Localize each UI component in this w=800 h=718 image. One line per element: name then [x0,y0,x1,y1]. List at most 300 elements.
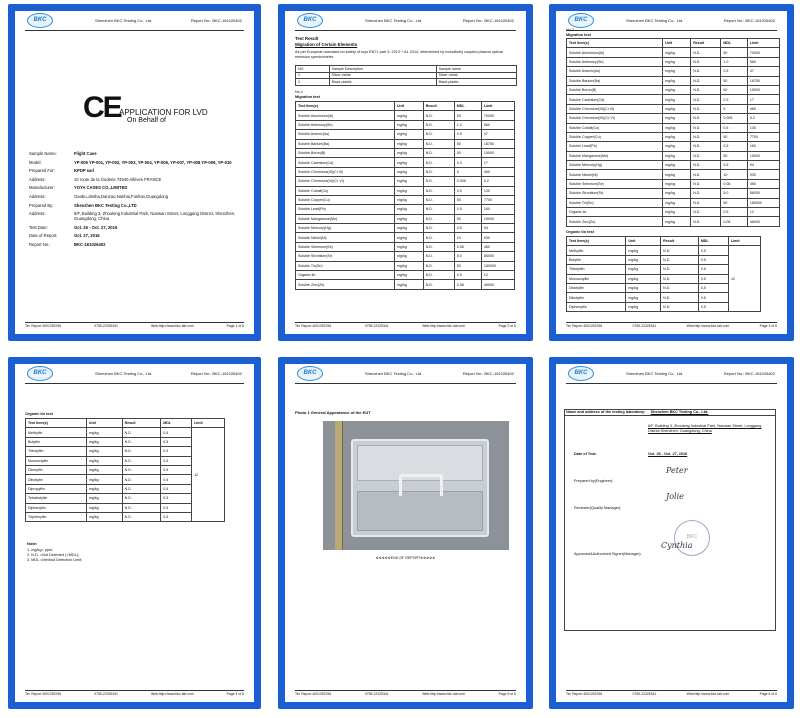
table-cell: 15000 [747,151,779,160]
table-cell: mg/kg [394,186,423,195]
table-cell: N.D. [691,217,721,226]
flight-case-image [351,439,489,537]
table-row [296,177,515,186]
table-cell: Unit [394,102,423,111]
table-cell: mg/kg [663,104,691,113]
table-cell: N.D. [661,265,699,274]
table-cell: 180000 [747,198,779,207]
migration-table [295,101,515,290]
date-label: Date of Test: [574,452,597,456]
footer-tel: Tel: Report 4001253766 [566,324,603,328]
table-cell: Organic tin [296,271,395,280]
table-cell: 50 [454,139,481,148]
report-page-5[interactable] [278,357,533,709]
table-cell: N.D. [423,261,454,270]
table-cell: Unit [626,237,661,246]
info-value: 6/F, Building 3, Zhouleng Industrial Park, Nanwan Street, Longgang District, Shenzhen, Guangdong, China [74,211,236,222]
table-cell: 10 [721,170,747,179]
table-cell: N.D. [423,148,454,157]
table-cell: Test Item(s) [567,39,663,48]
footer-web: Web:http://www.bkc-lab.com [686,324,730,328]
table-cell: 12 [728,246,760,312]
report-page-2[interactable] [278,4,533,341]
table-cell: N.D. [661,274,699,283]
footer-fax: 0755-22325341 [94,692,118,696]
table-cell: 930 [481,233,514,242]
table-cell: 17 [481,158,514,167]
table-cell: mg/kg [394,233,423,242]
table-row [296,139,515,148]
company-seal: BKC [674,520,710,556]
ce-mark-logo: CE [83,91,121,124]
table-cell: N.D. [691,104,721,113]
report-page-6[interactable] [549,357,794,709]
table-cell: 0.2 [481,177,514,186]
table-cell: 0.5 [721,123,747,132]
reviewer-signature: Jolie [666,492,684,501]
table-row [567,198,780,207]
table-cell: mg/kg [394,252,423,261]
table-cell: Diphenyltin [26,503,87,512]
info-row [29,225,254,230]
table-cell: 46000 [747,217,779,226]
header-company: Shenzhen BKC Testing Co., Ltd. [95,18,153,23]
table-cell: mg/kg [663,85,691,94]
table-cell: 560 [481,120,514,129]
table-cell: 50 [454,111,481,120]
table-cell: Soluble Copper(Cu) [567,132,663,141]
footer-web: Web:http://www.bkc-lab.com [150,324,194,328]
table-cell: Triphenyltin [26,512,87,521]
table-row [296,120,515,129]
table-cell: 46000 [481,280,514,289]
table-cell: Black plastic [329,79,436,86]
table-cell: Result [661,237,699,246]
table-cell: mg/kg [663,67,691,76]
page-header [15,11,254,33]
table-cell: Dibutyltin [567,293,626,302]
report-page-4[interactable] [8,357,261,709]
table-cell: mg/kg [394,214,423,223]
table-cell: NO. [296,66,330,73]
table-cell: N.D. [423,252,454,261]
table-cell: Silver metal [436,72,516,79]
table-cell: Test Item(s) [296,102,395,111]
table-cell: N.D. [122,494,161,503]
report-page-3[interactable] [549,4,794,341]
info-row [29,233,254,238]
table-cell: mg/kg [394,167,423,176]
table-cell: 0.08 [721,217,747,226]
table-cell: 7700 [481,195,514,204]
table-header-row [567,39,780,48]
info-value: YP-005 YP-001, YP-002, YP-003, YP-004, YP-006, YP-007, YP-008 YP-009, YP-010 [74,159,232,165]
lab-name: Shenzhen BKC Testing Co., Ltd. [650,410,709,414]
table-row [296,130,515,139]
header-report-no: Report No.: BKC-161026402 [462,371,514,376]
table-cell: Soluble Chromium(III)(Cr III) [567,104,663,113]
table-cell: 0.08 [721,179,747,188]
table-cell: mg/kg [394,271,423,280]
table-cell: Dioctyltin [26,465,87,474]
info-label: Prepared By: [29,202,54,208]
table-row [567,114,780,123]
table-cell: 0.2 [747,114,779,123]
header-company: Shenzhen BKC Testing Co., Ltd. [365,371,423,376]
table-cell: N.D. [122,465,161,474]
table-cell: Sample name [436,66,516,73]
organic-tin-table [566,236,761,312]
page-header [285,364,526,386]
table-cell: 18750 [747,76,779,85]
footer-web: Web:http://www.bkc-lab.com [422,324,465,328]
table-cell: Limit [481,102,514,111]
table-cell: N.D. [122,512,161,521]
sample-no-label: No.2 [566,28,575,32]
table-cell: Black plastic [436,79,516,86]
table-cell: 0.5 [698,293,728,302]
table-cell: 0.5 [698,255,728,264]
table-cell: N.D. [691,198,721,207]
footer-web: Web:http://www.bkc-lab.com [686,692,730,696]
section-title: Test Result [295,36,319,41]
footer-fax: 0755-22325341 [94,324,118,328]
table-cell: MDL [698,237,728,246]
table-cell: 50 [454,214,481,223]
table-cell: mg/kg [663,123,691,132]
table-cell: Soluble Arsenic(As) [296,130,395,139]
table-row [567,179,780,188]
table-cell: mg/kg [394,205,423,214]
table-cell: 460 [481,167,514,176]
table-cell: 1 [296,72,330,79]
photo-caption: Photo 1 General Appearance of the EUT [295,410,371,415]
table-cell: 47 [481,130,514,139]
table-cell: 0.5 [698,302,728,311]
table-cell: mg/kg [663,217,691,226]
table-cell: 160 [481,205,514,214]
table-row [296,205,515,214]
header-divider [295,30,516,31]
table-cell: Soluble Arsenic(As) [567,67,663,76]
table-row [567,132,780,141]
date-value: Oct. 25 - Oct. 27, 2016 [648,452,688,456]
signature-box [564,409,776,631]
table-row [567,189,780,198]
info-value: KPDP sarl [74,168,95,174]
table-cell: N.D. [423,177,454,186]
table-cell: mg/kg [626,283,661,292]
table-cell: 56000 [481,252,514,261]
table-cell: Soluble Strontium(Sr) [296,252,395,261]
table-cell: Soluble Lead(Pb) [296,205,395,214]
table-row [296,186,515,195]
table-cell: mg/kg [86,494,122,503]
table-cell: 0.3 [721,95,747,104]
table-cell: mg/kg [86,512,122,521]
header-divider [566,30,777,31]
table-cell: 0.5 [698,246,728,255]
table-cell: 0.005 [721,114,747,123]
ruler-image [335,421,343,550]
table-cell: 1.0 [454,120,481,129]
table-cell: Soluble Nickel(Ni) [567,170,663,179]
table-cell: 7700 [747,132,779,141]
table-cell: N.D. [661,293,699,302]
table-cell: Soluble Manganese(Mn) [296,214,395,223]
info-value: BKC-161026402 [74,241,106,247]
table-cell: 0.5 [161,512,192,521]
table-cell: 50 [454,261,481,270]
case-body [357,491,483,531]
table-cell: 0.5 [161,437,192,446]
prepared-label: Prepared by(Engineer): [574,479,614,483]
table-cell: 460 [747,179,779,188]
info-label: Manufacturer: [29,185,55,191]
table-cell: 0.5 [698,283,728,292]
table-cell: Soluble Lead(Pb) [567,142,663,151]
header-report-no: Report No.: BKC-161026402 [723,371,775,376]
table-cell: 0.005 [454,177,481,186]
table-cell: 560 [747,57,779,66]
table-cell: 50 [721,76,747,85]
table-row [567,208,780,217]
table-cell: mg/kg [626,265,661,274]
table-cell: 0.5 [454,186,481,195]
table-cell: N.D. [423,195,454,204]
table-cell: N.D. [122,475,161,484]
table-cell: Soluble Tin(Sn) [296,261,395,270]
table-cell: N.D. [661,283,699,292]
table-cell: 0.5 [721,67,747,76]
table-cell: N.D. [691,161,721,170]
table-cell: Dibutyltin [26,475,87,484]
table-cell: N.D. [423,233,454,242]
table-cell: 130 [747,123,779,132]
table-cell: N.D. [423,167,454,176]
table-cell: Butyltin [26,437,87,446]
table-cell: 0.5 [698,274,728,283]
flight-case-photo [323,421,509,550]
info-label: Test Date: [29,224,48,230]
bkc-logo: BKC [297,13,323,28]
table-cell: mg/kg [626,302,661,311]
sample-table [295,65,517,86]
table-cell: N.D. [691,67,721,76]
table-cell: 0.5 [161,465,192,474]
table-row [567,104,780,113]
page-header [556,364,787,386]
page-footer [566,690,777,696]
table-cell: Dioctyltin [567,283,626,292]
header-company: Shenzhen BKC Testing Co., Ltd. [95,371,153,376]
table-cell: mg/kg [663,142,691,151]
table-cell: 47 [747,67,779,76]
table-row [296,242,515,251]
footer-tel: Tel: Report 4001253766 [295,324,332,328]
application-subtitle: On Behalf of [127,117,166,124]
page-footer [295,322,516,328]
table-cell: mg/kg [663,189,691,198]
table-cell: 0.5 [161,484,192,493]
table-cell: mg/kg [394,148,423,157]
info-row [29,168,254,173]
table-cell: N.D. [691,48,721,57]
table-cell: 0.5 [161,503,192,512]
table-row [567,161,780,170]
bkc-logo: BKC [568,13,594,28]
table-cell: 50 [454,195,481,204]
table-cell: Dipropyltin [26,484,87,493]
table-cell: mg/kg [663,132,691,141]
table-cell: Soluble Aluminium(Al) [296,111,395,120]
table-cell: 94 [747,161,779,170]
table-cell: Soluble Cadmium(Cd) [296,158,395,167]
table-cell: N.D. [423,224,454,233]
table-cell: Tetrabutyltin [26,494,87,503]
table-row [296,195,515,204]
info-row [29,160,254,165]
header-report-no: Report No.: BKC-161026402 [190,371,242,376]
table-cell: MDL [721,39,747,48]
table-cell: 70000 [481,111,514,120]
info-value: YOYA CASES CO.,LIMITED [74,185,128,191]
page-number: Page 3 of 6 [759,324,777,328]
table-cell: mg/kg [394,195,423,204]
table-cell: 50 [454,148,481,157]
table-cell: MDL [161,419,192,428]
table-row [296,261,515,270]
info-value: Oct. 25 - Oct. 27, 2016 [74,224,118,230]
table-cell: 0.5 [698,265,728,274]
table-cell: Soluble Cadmium(Cd) [567,95,663,104]
bkc-logo: BKC [297,366,323,381]
footer-tel: Tel: Report 4001253766 [566,692,603,696]
table-cell: N.D. [691,114,721,123]
table-cell: 50 [721,151,747,160]
info-row [29,194,254,199]
table-cell: mg/kg [663,95,691,104]
table-cell: 50 [721,132,747,141]
header-report-no: Report No.: BKC-161026402 [723,18,775,23]
table-cell: mg/kg [663,170,691,179]
cover-info [29,151,254,251]
table-row [296,252,515,261]
case-handle [399,474,443,496]
table-cell: 0.5 [161,428,192,437]
table-cell: N.D. [661,246,699,255]
table-cell: N.D. [423,242,454,251]
lab-title-label: Name and address of the testing laboratory: [566,410,646,414]
table-cell: Soluble Antimony(Sb) [567,57,663,66]
table-row [567,151,780,160]
table-cell: mg/kg [394,120,423,129]
table-cell: 0.08 [454,242,481,251]
info-label: Model: [29,159,42,165]
table-cell: mg/kg [626,255,661,264]
bkc-logo: BKC [27,366,53,381]
note-item: 2. N.D. =Not Detected (<MDL); [27,553,80,558]
table-cell: N.D. [661,302,699,311]
table-cell: N.D. [691,170,721,179]
table-cell: N.D. [423,280,454,289]
migration-test-label: Migration test [566,33,591,37]
table-cell: Result [423,102,454,111]
notes-title: Note: [27,541,38,546]
table-row [567,76,780,85]
footer-fax: 0755-22325341 [632,692,657,696]
table-cell: 50 [721,198,747,207]
table-cell: Soluble Mercury(Hg) [296,224,395,233]
table-cell: 50 [721,48,747,57]
info-label: Prepared For: [29,168,55,174]
table-cell: N.D. [423,120,454,129]
footer-web: Web:http://www.bkc-lab.com [150,692,194,696]
table-cell: mg/kg [86,484,122,493]
table-cell: 460 [747,104,779,113]
table-row [296,280,515,289]
table-row [296,224,515,233]
table-row [296,214,515,223]
table-cell: N.D. [122,428,161,437]
page-header [15,364,254,386]
report-page-1[interactable] [8,4,261,341]
table-row [296,158,515,167]
table-cell: 0.5 [454,130,481,139]
page-number: Page 1 of 6 [226,324,244,328]
organic-tin-title: Organic tin test [25,412,53,416]
info-value: Flight Case [74,151,97,156]
table-cell: Soluble Zinc(Zn) [567,217,663,226]
page-number: Page 5 of 6 [498,692,516,696]
table-cell: 0.08 [454,280,481,289]
table-cell: 5.0 [454,252,481,261]
table-cell: 0.5 [721,208,747,217]
table-cell: Butyltin [567,255,626,264]
table-cell: Diphenyltin [567,302,626,311]
notes-list [27,548,82,564]
footer-web: Web:http://www.bkc-lab.com [422,692,465,696]
table-row [567,67,780,76]
table-row [296,167,515,176]
table-cell: mg/kg [394,224,423,233]
table-cell: N.D. [691,208,721,217]
table-cell: 15000 [481,214,514,223]
table-cell: Unit [663,39,691,48]
table-cell: 0.3 [454,158,481,167]
header-divider [25,30,244,31]
table-cell: Soluble Selenium(Se) [567,179,663,188]
table-row [26,428,225,437]
table-cell: 15000 [747,85,779,94]
table-cell: mg/kg [626,246,661,255]
table-cell: Soluble Barium(Ba) [567,76,663,85]
note-item: 3. MDL =Method Detection Limit; [27,558,83,563]
sample-no-label: No.1 [295,90,304,94]
info-value: 10 route de la Goderie 74540 Allèves FRANCE [74,176,162,182]
header-company: Shenzhen BKC Testing Co., Ltd. [365,18,423,23]
table-cell: mg/kg [626,293,661,302]
table-cell: mg/kg [394,177,423,186]
table-cell: N.D. [691,85,721,94]
info-label: Address: [29,176,46,182]
table-cell: mg/kg [626,274,661,283]
table-cell: N.D. [423,271,454,280]
table-header-row [296,102,515,111]
table-cell: 0.5 [454,224,481,233]
table-row [296,233,515,242]
page-footer [566,322,777,328]
